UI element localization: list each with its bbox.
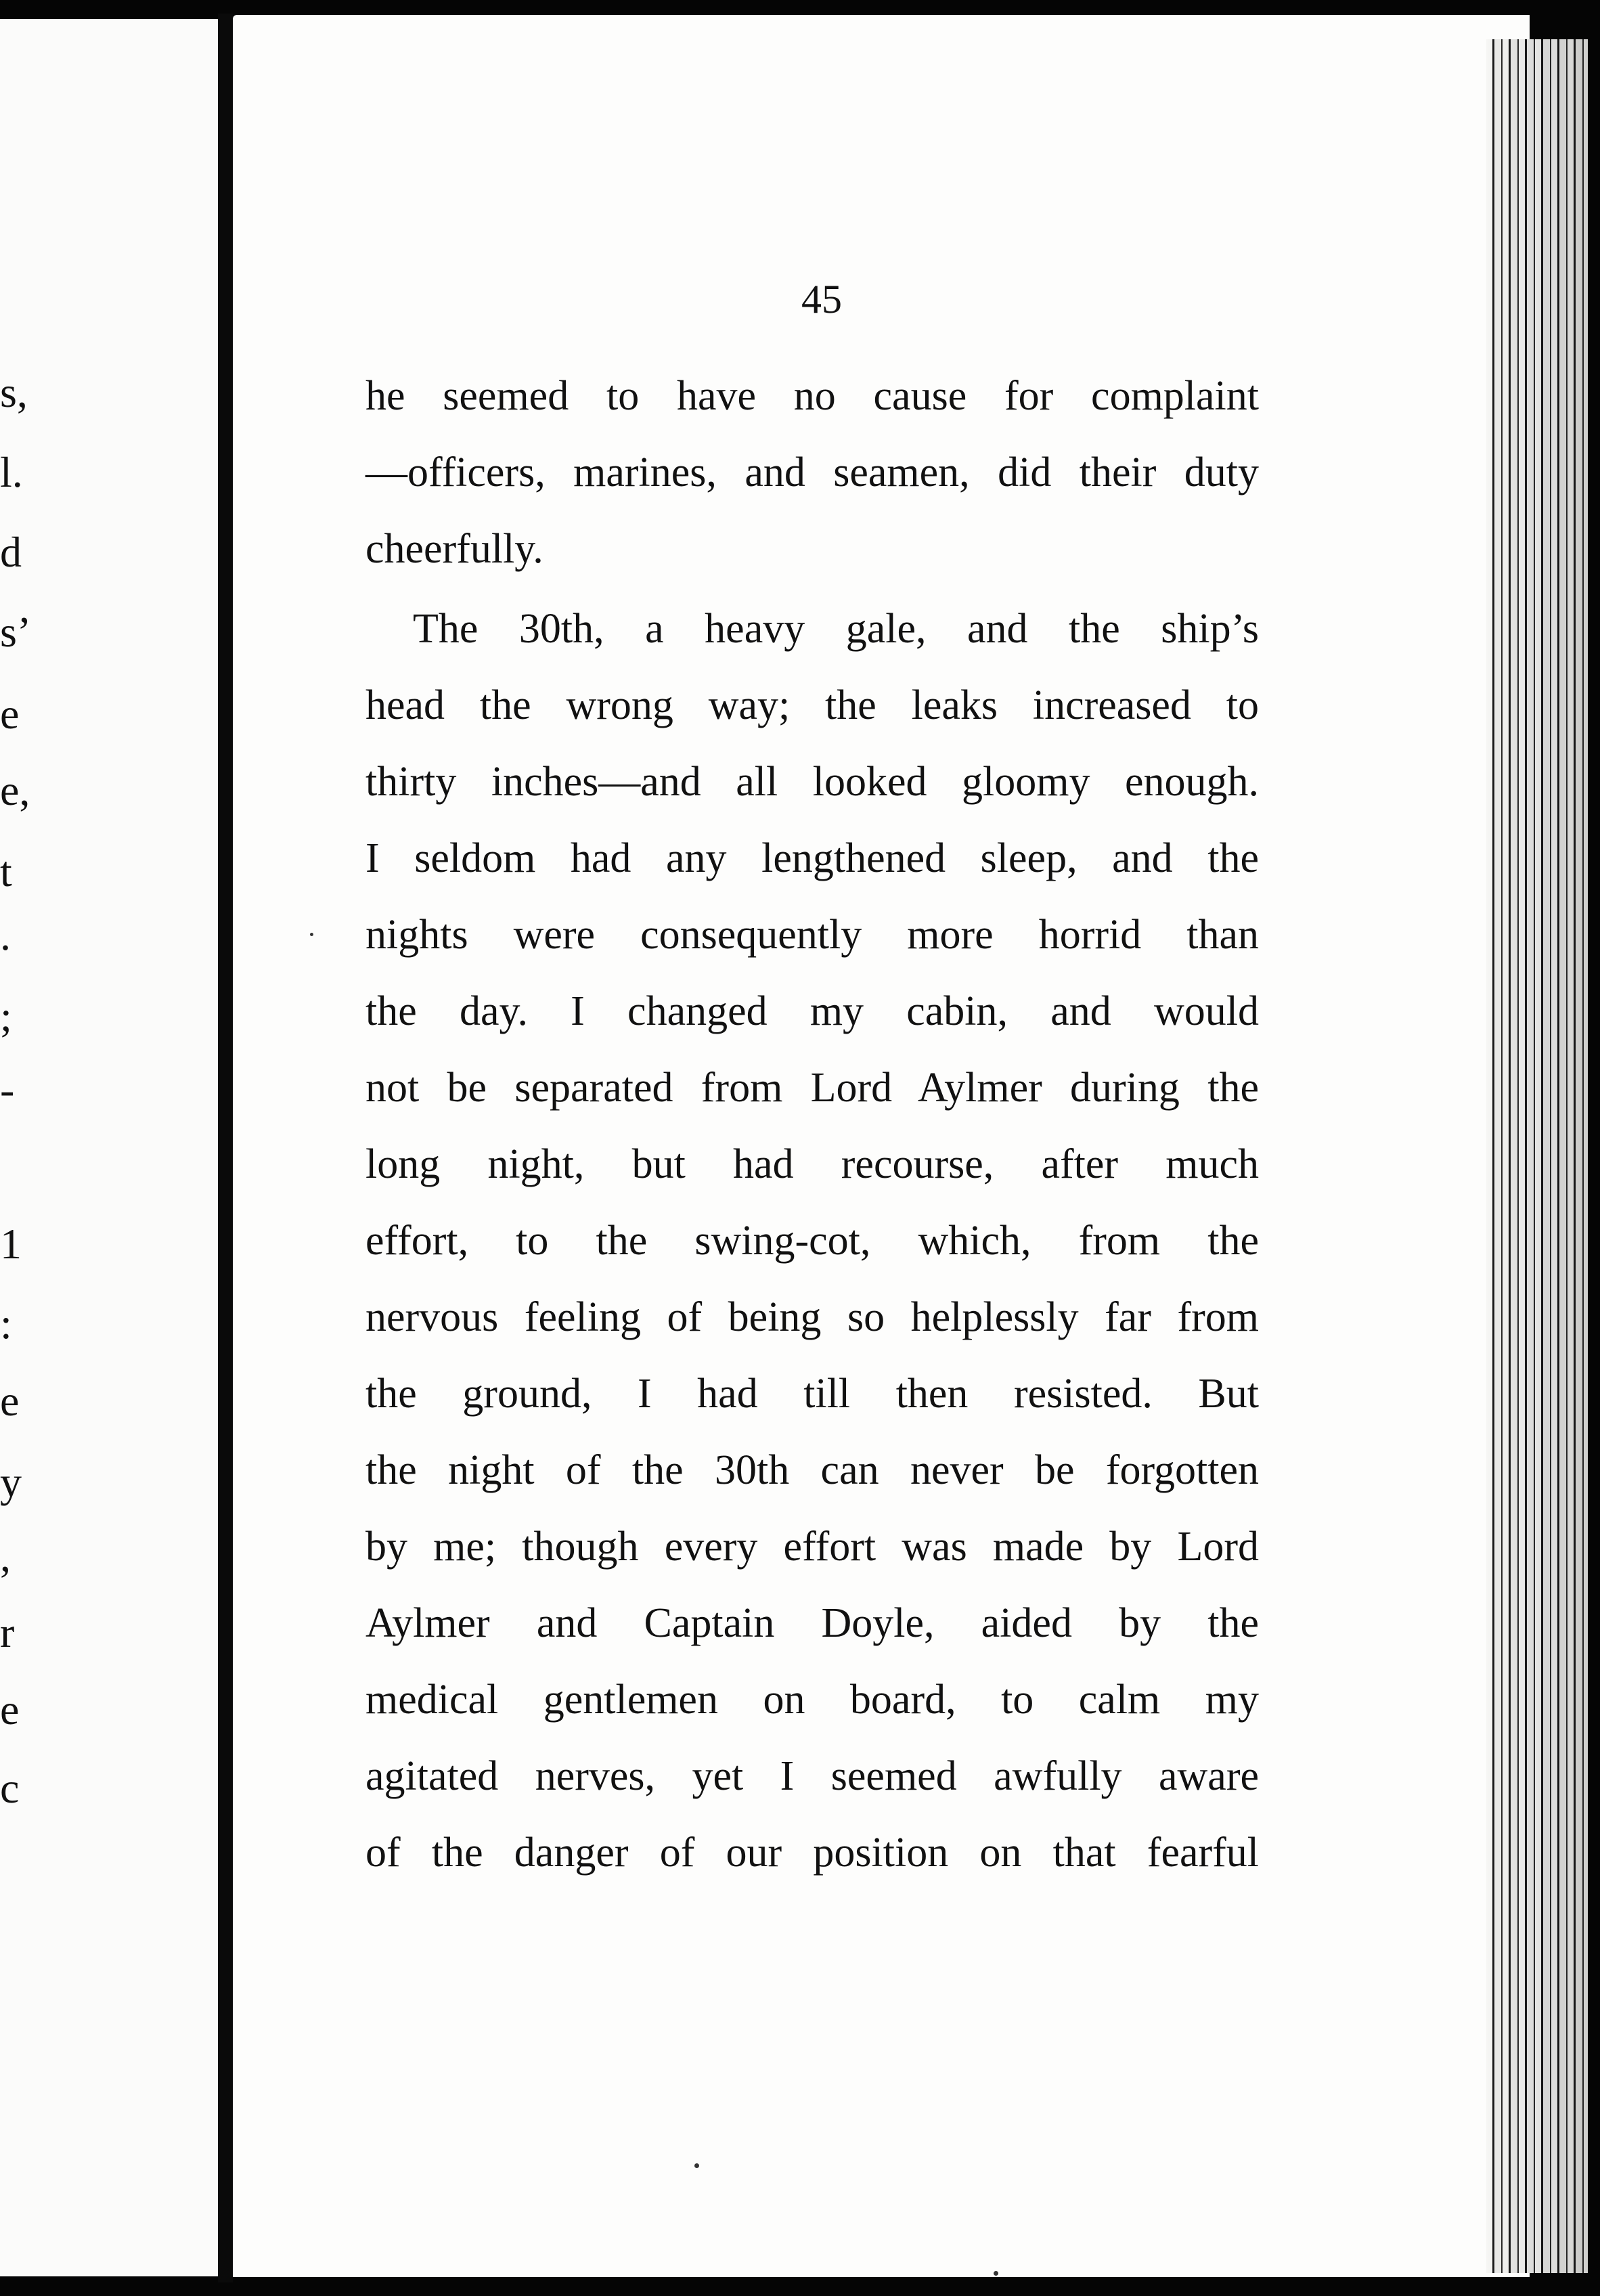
text-line: The 30th, a heavy gale, and the ship’s <box>413 606 1259 652</box>
ink-speck <box>694 2163 699 2168</box>
text-line: Aylmer and Captain Doyle, aided by the <box>365 1600 1259 1646</box>
ink-speck <box>994 2271 998 2276</box>
ink-speck <box>310 933 313 936</box>
text-line: long night, but had recourse, after much <box>365 1141 1259 1187</box>
edge-char: s’ <box>0 608 32 656</box>
text-line: medical gentlemen on board, to calm my <box>365 1677 1259 1723</box>
text-line: cheerfully. <box>365 526 543 572</box>
edge-char: t <box>0 847 12 896</box>
facing-page-edge <box>0 19 218 2276</box>
text-line: the night of the 30th can never be forgotten <box>365 1447 1259 1493</box>
edge-char: y <box>0 1458 22 1506</box>
text-line: nights were consequently more horrid than <box>365 912 1259 958</box>
text-line: the ground, I had till then resisted. But <box>365 1371 1259 1417</box>
edge-char: r <box>0 1608 15 1656</box>
edge-char: - <box>0 1065 15 1113</box>
text-line: of the danger of our position on that fearful <box>365 1830 1259 1876</box>
page-edges-shadow <box>1486 39 1588 2273</box>
text-line: by me; though every effort was made by Lord <box>365 1524 1259 1570</box>
edge-char: ; <box>0 992 12 1040</box>
text-line: —officers, marines, and seamen, did their duty <box>365 449 1259 495</box>
edge-char: l. <box>0 448 23 496</box>
text-line: head the wrong way; the leaks increased to <box>365 682 1259 728</box>
edge-char: : <box>0 1300 12 1348</box>
edge-char: d <box>0 528 22 576</box>
text-line: agitated nerves, yet I seemed awfully aware <box>365 1753 1259 1799</box>
text-line: the day. I changed my cabin, and would <box>365 988 1259 1034</box>
text-line: thirty inches—and all looked gloomy enough. <box>365 759 1259 805</box>
text-line: not be separated from Lord Aylmer during the <box>365 1065 1259 1111</box>
edge-char: s, <box>0 368 28 416</box>
page-number: 45 <box>801 277 842 322</box>
edge-char: 1 <box>0 1220 22 1268</box>
edge-char: e <box>0 690 20 738</box>
book-gutter <box>218 14 233 2282</box>
edge-char: . <box>0 911 11 959</box>
edge-char: , <box>0 1532 11 1581</box>
edge-char: e <box>0 1377 20 1425</box>
edge-char: e <box>0 1685 20 1734</box>
text-line: effort, to the swing-cot, which, from the <box>365 1218 1259 1264</box>
text-line: nervous feeling of being so helplessly far from <box>365 1294 1259 1340</box>
text-line: he seemed to have no cause for complaint <box>365 373 1259 419</box>
text-line: I seldom had any lengthened sleep, and the <box>365 835 1259 881</box>
edge-char: c <box>0 1764 20 1812</box>
edge-char: e, <box>0 766 30 814</box>
